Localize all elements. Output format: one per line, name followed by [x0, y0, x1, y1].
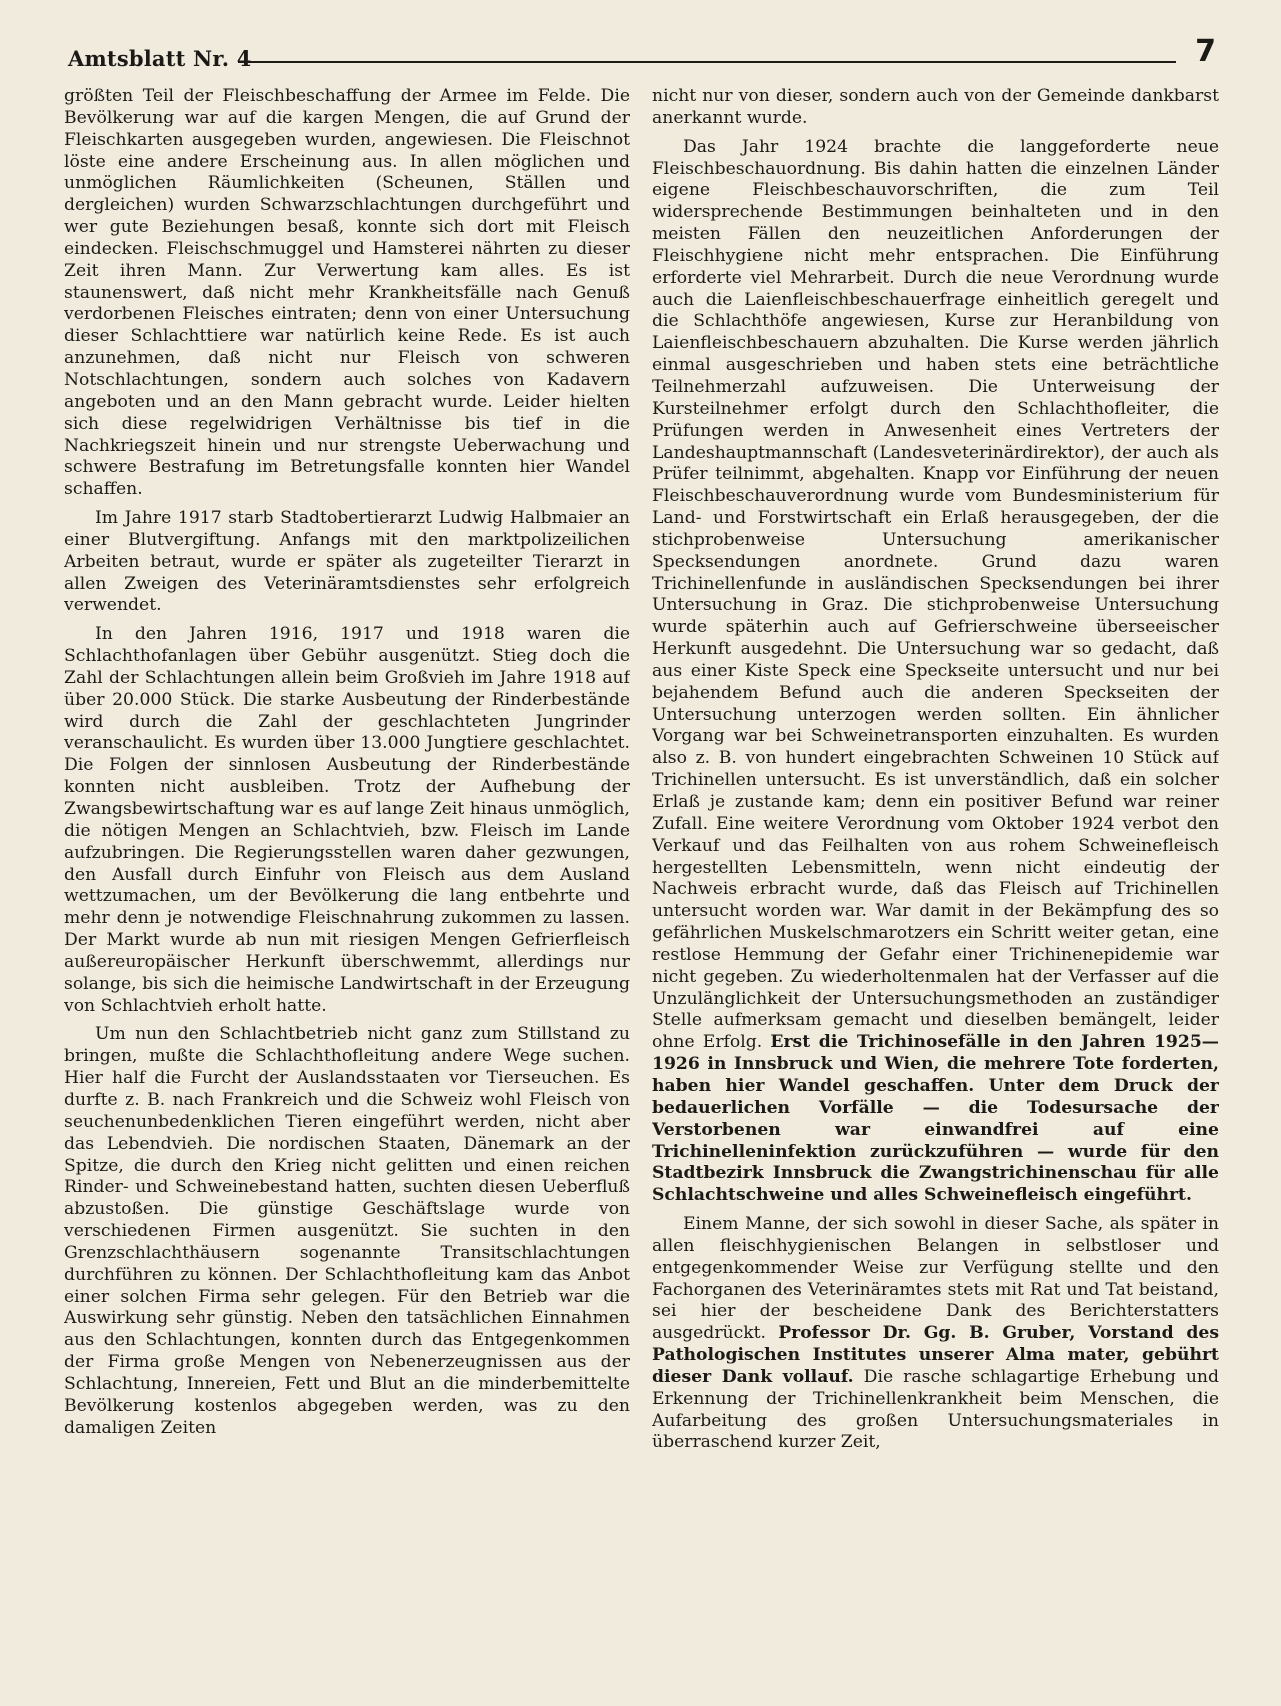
- right-column: [652, 86, 1219, 1686]
- paragraph: [652, 137, 1219, 1207]
- paragraph-text: Einem Manne, der sich sowohl in dieser Sache, als später in allen fleischhygienischen Belangen in selbstloser und entgegenkommender Weise zur Verfügung stellte und den Fachorganen des Veterinäramtes stets mit Rat und Tat beistand, sei hier der bescheidene Dank des Berichterstatters ausgedrückt.: [652, 1214, 1219, 1344]
- bold-passage: Erst die Trichinosefälle in den Jahren 1925—1926 in Innsbruck und Wien, die mehrere Tote forderten, haben hier Wandel geschaffen. Unter dem Druck der bedauerlichen Vorfälle — die Todesursache der Verstorbenen war einwandfrei auf eine Trichinelleninfektion zurückzuführen — wurde für den Stadtbezirk Innsbruck die Zwangstrichinenschau für alle Schlachtschweine und alles Schweinefleisch eingeführt.: [652, 1032, 1219, 1206]
- header-rule: [238, 61, 1176, 63]
- paragraph: Im Jahre 1917 starb Stadtobertierarzt Ludwig Halbmaier an einer Blutvergiftung. Anfangs mit den marktpolizeilichen Arbeiten betraut, wurde er später als zugeteilter Tierarzt in allen Zweigen des Veterinäramtsdienstes sehr erfolgreich verwendet.: [64, 508, 630, 616]
- paragraph-text: Die rasche schlagartige Erhebung und Erkennung der Trichinellenkrankheit beim Menschen, die Aufarbeitung des großen Untersuchungsmateriales in überraschend kurzer Zeit,: [652, 1366, 1219, 1453]
- bold-passage: Professor Dr. Gg. B. Gruber, Vorstand des Pathologischen Institutes unserer Alma mater, gebührt dieser Dank vollauf.: [652, 1323, 1219, 1387]
- publication-title: Amtsblatt Nr. 4: [68, 46, 252, 71]
- paragraph: nicht nur von dieser, sondern auch von der Gemeinde dankbarst anerkannt wurde.: [652, 86, 1219, 128]
- left-column: [64, 86, 630, 1686]
- paragraph-text: Das Jahr 1924 brachte die langgeforderte neue Fleischbeschauordnung. Bis dahin hatten die einzelnen Länder eigene Fleischbeschauvorschriften, die zum Teil widersprechende Bestimmungen beinhalteten und in den meisten Fällen den neuzeitlichen Anforderungen der Fleischhygiene nicht mehr entsprachen. Die Einführung erforderte viel Mehrarbeit. Durch die neue Verordnung wurde auch die Laienfleischbeschauerfrage einheitlich geregelt und die Schlachthöfe angewiesen, Kurse zur Heranbildung von Laienfleischbeschauern abzuhalten. Die Kurse werden jährlich einmal ausgeschrieben und haben stets eine beträchtliche Teilnehmerzahl aufzuweisen. Die Unterweisung der Kursteilnehmer erfolgt durch den Schlachthofleiter, die Prüfungen werden in Anwesenheit eines Vertreters der Landeshauptmannschaft (Landesveterinärdirektor), der auch als Prüfer teilnimmt, abgehalten. Knapp vor Einführung der neuen Fleischbeschauverordnung wurde vom Bundesministerium für Land- und Forstwirtschaft ein Erlaß herausgegeben, der die stichprobenweise Untersuchung amerikanischer Specksendungen anordnete. Grund dazu waren Trichinellenfunde in ausländischen Specksendungen bei ihrer Untersuchung in Graz. Die stichprobenweise Untersuchung wurde späterhin auch auf Gefrierschweine überseeischer Herkunft ausgedehnt. Die Untersuchung war so gedacht, daß aus einer Kiste Speck eine Speckseite untersucht und nur bei bejahendem Befund auch die anderen Speckseiten der Untersuchung unterzogen werden sollten. Ein ähnlicher Vorgang war bei Schweinetransporten einzuhalten. Es wurden also z. B. von hundert eingebrachten Schweinen 10 Stück auf Trichinellen untersucht. Es ist unverständlich, daß ein solcher Erlaß je zustande kam; denn ein positiver Befund war reiner Zufall. Eine weitere Verordnung vom Oktober 1924 verbot den Verkauf und das Feilhalten von aus rohem Schweinefleisch hergestellten Lebensmitteln, wenn nicht eindeutig der Nachweis erbracht wurde, daß das Fleisch auf Trichinellen untersucht worden war. War damit in der Bekämpfung des so gefährlichen Muskelschmarotzers ein Schritt weiter getan, eine restlose Hemmung der Gefahr einer Trichinenepidemie war nicht gegeben. Zu wiederholtenmalen hat der Verfasser auf die Unzulänglichkeit der Untersuchungsmethoden an zuständiger Stelle aufmerksam gemacht und dieselben bemängelt, leider ohne Erfolg.: [652, 136, 1219, 1053]
- page-header: [66, 34, 1216, 74]
- paragraph: größten Teil der Fleischbeschaffung der Armee im Felde. Die Bevölkerung war auf die kargen Mengen, die auf Grund der Fleischkarten ausgegeben wurden, angewiesen. Die Fleischnot löste eine andere Erscheinung aus. In allen möglichen und unmöglichen Räumlichkeiten (Scheunen, Ställen und dergleichen) wurden Schwarzschlachtungen durchgeführt und wer gute Beziehungen besaß, konnte sich dort mit Fleisch eindecken. Fleischschmuggel und Hamsterei nährten zu dieser Zeit ihren Mann. Zur Verwertung kam alles. Es ist staunenswert, daß nicht mehr Krankheitsfälle nach Genuß verdorbenen Fleisches eintraten; denn von einer Untersuchung dieser Schlachttiere war natürlich keine Rede. Es ist auch anzunehmen, daß nicht nur Fleisch von schweren Notschlachtungen, sondern auch solches von Kadavern angeboten und an den Mann gebracht wurde. Leider hielten sich diese regelwidrigen Verhältnisse bis tief in die Nachkriegszeit hinein und nur strengste Ueberwachung und schwere Bestrafung im Betretungsfalle konnten hier Wandel schaffen.: [64, 86, 630, 500]
- paragraph: [652, 1214, 1219, 1454]
- page-number: 7: [1195, 34, 1216, 69]
- paragraph: In den Jahren 1916, 1917 und 1918 waren die Schlachthofanlagen über Gebühr ausgenützt. Stieg doch die Zahl der Schlachtungen allein beim Großvieh im Jahre 1918 auf über 20.000 Stück. Die starke Ausbeutung der Rinderbestände wird durch die Zahl der geschlachteten Jungrinder veranschaulicht. Es wurden über 13.000 Jungtiere geschlachtet. Die Folgen der sinnlosen Ausbeutung der Rinderbestände konnten nicht ausbleiben. Trotz der Aufhebung der Zwangsbewirtschaftung war es auf lange Zeit hinaus unmöglich, die nötigen Mengen an Schlachtvieh, bzw. Fleisch im Lande aufzubringen. Die Regierungsstellen waren daher gezwungen, den Ausfall durch Einfuhr von Fleisch aus dem Ausland wettzumachen, um der Bevölkerung die lang entbehrte und mehr denn je notwendige Fleischnahrung zukommen zu lassen. Der Markt wurde ab nun mit riesigen Mengen Gefrierfleisch außereuropäischer Herkunft überschwemmt, allerdings nur solange, bis sich die heimische Landwirtschaft in der Erzeugung von Schlachtvieh erholt hatte.: [64, 624, 630, 1016]
- paragraph: Um nun den Schlachtbetrieb nicht ganz zum Stillstand zu bringen, mußte die Schlachthofleitung andere Wege suchen. Hier half die Furcht der Auslandsstaaten vor Tierseuchen. Es durfte z. B. nach Frankreich und die Schweiz wohl Fleisch von seuchenunbedenklichen Tieren eingeführt werden, nicht aber das Lebendvieh. Die nordischen Staaten, Dänemark an der Spitze, die durch den Krieg nicht gelitten und einen reichen Rinder- und Schweinebestand hatten, suchten diesen Ueberfluß abzustoßen. Die günstige Geschäftslage wurde von verschiedenen Firmen ausgenützt. Sie suchten in den Grenzschlachthäusern sogenannte Transitschlachtungen durchführen zu können. Der Schlachthofleitung kam das Anbot einer solchen Firma sehr gelegen. Für den Betrieb war die Auswirkung sehr günstig. Neben den tatsächlichen Einnahmen aus den Schlachtungen, konnten durch das Entgegenkommen der Firma große Mengen von Nebenerzeugnissen aus der Schlachtung, Innereien, Fett und Blut an die minderbemittelte Bevölkerung kostenlos abgegeben werden, was zu den damaligen Zeiten: [64, 1024, 630, 1438]
